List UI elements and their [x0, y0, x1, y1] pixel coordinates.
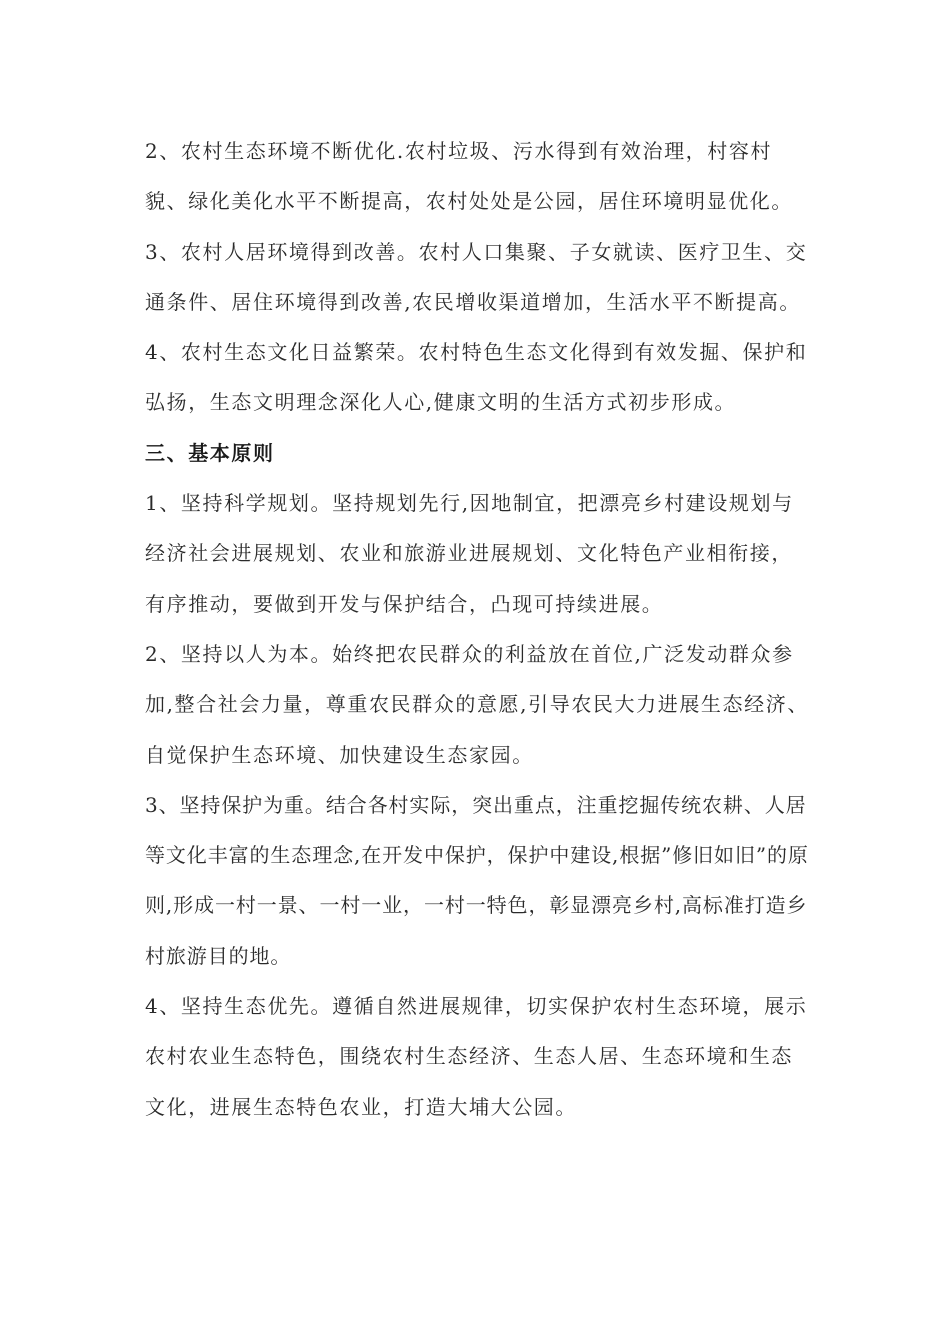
section-heading-basic-principles: 三、基本原则: [145, 440, 275, 465]
paragraph-principle-4: 4、坚持生态优先。遵循自然进展规律，切实保护农村生态环境，展示农村农业生态特色，围绕农村生态经济、生态人居、生态环境和生态文化，进展生态特色农业，打造大埔大公园。: [145, 994, 808, 1119]
paragraph-principle-2: 2、坚持以人为本。始终把农民群众的利益放在首位,广泛发动群众参加,整合社会力量，尊重农民群众的意愿,引导农民大力进展生态经济、自觉保护生态环境、加快建设生态家园。: [145, 641, 809, 767]
paragraph-principle-1: 1、坚持科学规划。坚持规划先行,因地制宜，把漂亮乡村建设规划与经济社会进展规划、农业和旅游业进展规划、文化特色产业相衔接，有序推动，要做到开发与保护结合，凸现可持续进展。: [145, 491, 794, 616]
document-body: [145, 126, 810, 1132]
paragraph-principle-3: 3、坚持保护为重。结合各村实际，突出重点，注重挖掘传统农耕、人居等文化丰富的生态理念,在开发中保护，保护中建设,根据”修旧如旧”的原则,形成一村一景、一村一业，一村一特色，彰显漂亮乡村,高标准打造乡村旅游目的地。: [145, 792, 809, 968]
paragraph-goal-4: 4、农村生态文化日益繁荣。农村特色生态文化得到有效发掘、保护和弘扬，生态文明理念深化人心,健康文明的生活方式初步形成。: [145, 340, 808, 415]
paragraph-goal-2: 2、农村生态环境不断优化.农村垃圾、污水得到有效治理，村容村貌、绿化美化水平不断提高，农村处处是公园，居住环境明显优化。: [145, 139, 793, 214]
paragraph-goal-3: 3、农村人居环境得到改善。农村人口集聚、子女就读、医疗卫生、交通条件、居住环境得到改善,农民增收渠道增加，生活水平不断提高。: [145, 239, 808, 314]
